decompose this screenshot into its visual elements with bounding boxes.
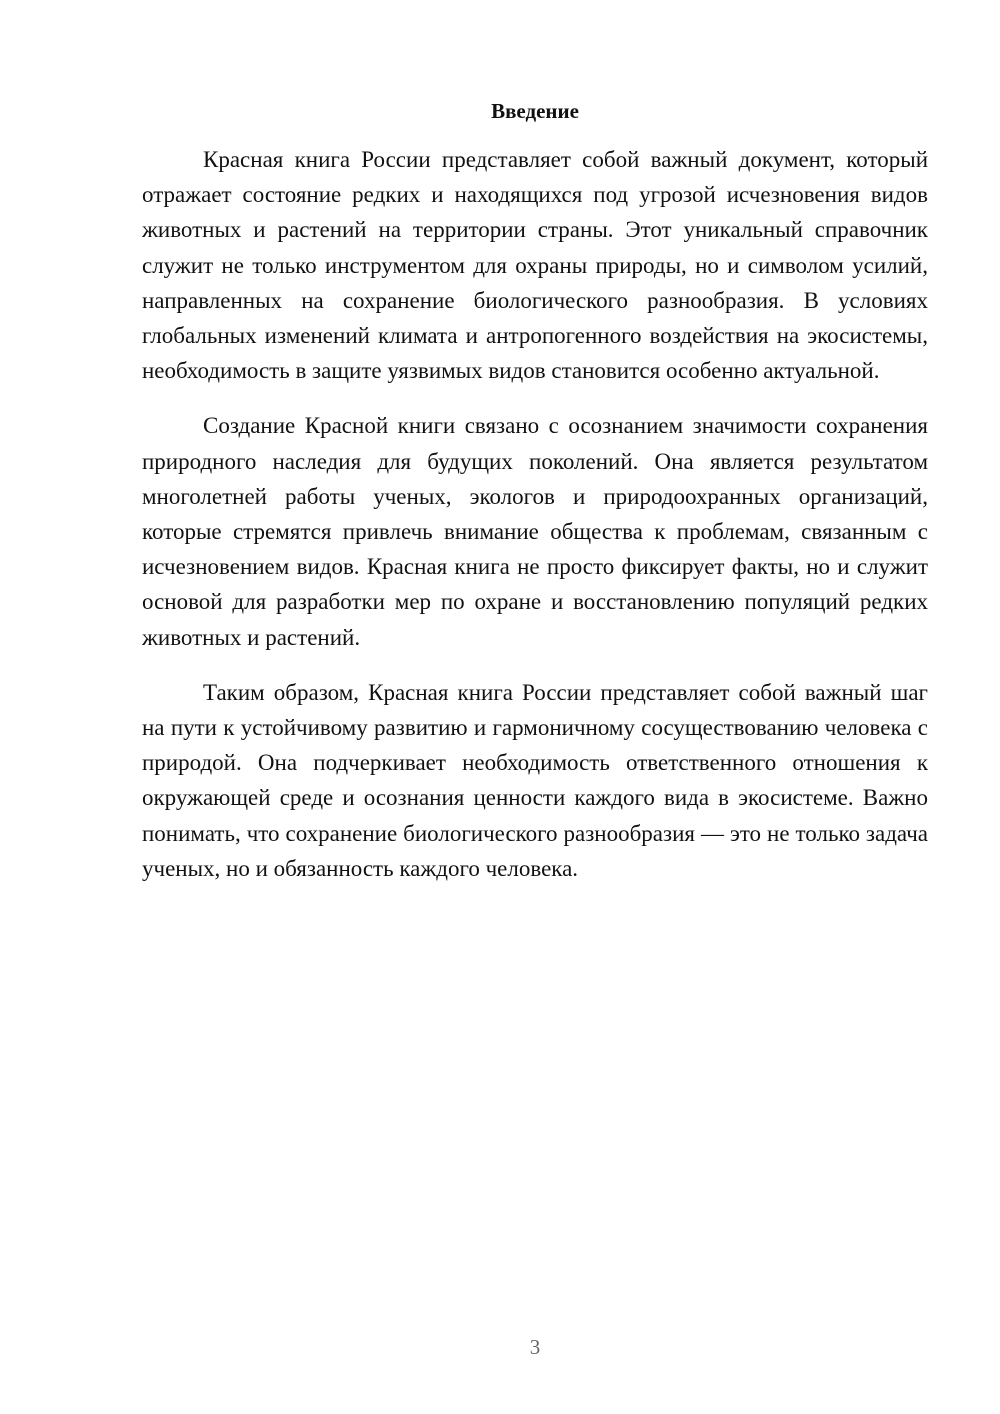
paragraph-3: Таким образом, Красная книга России представляет собой важный шаг на пути к устойчивому развитию и гармоничному сосуществованию человека с природой. Она подчеркивает необходимость ответственного отношения к окружающей среде и осознания ценности каждого вида в экосистеме. Важно понимать, что сохранение биологического разнообразия — это не только задача ученых, но и обязанность каждого человека. xyxy=(142,679,928,881)
body-text xyxy=(142,142,928,906)
page-heading: Введение xyxy=(491,99,579,123)
paragraph-2: Создание Красной книги связано с осознанием значимости сохранения природного наследия для будущих поколений. Она является результатом многолетней работы ученых, экологов и природоохранных организаций, которые стремятся привлечь внимание общества к проблемам, связанным с исчезновением видов. Красная книга не просто фиксирует факты, но и служит основой для разработки мер по охране и восстановлению популяций редких животных и растений. xyxy=(142,413,928,650)
page-number: 3 xyxy=(529,1335,541,1359)
paragraph-1: Красная книга России представляет собой важный документ, который отражает состояние редких и находящихся под угрозой исчезновения видов животных и растений на территории страны. Этот уникальный справочник служит не только инструментом для охраны природы, но и символом усилий, направленных на сохранение биологического разнообразия. В условиях глобальных изменений климата и антропогенного воздействия на экосистемы, необходимость в защите уязвимых видов становится особенно актуальной. xyxy=(142,147,928,384)
